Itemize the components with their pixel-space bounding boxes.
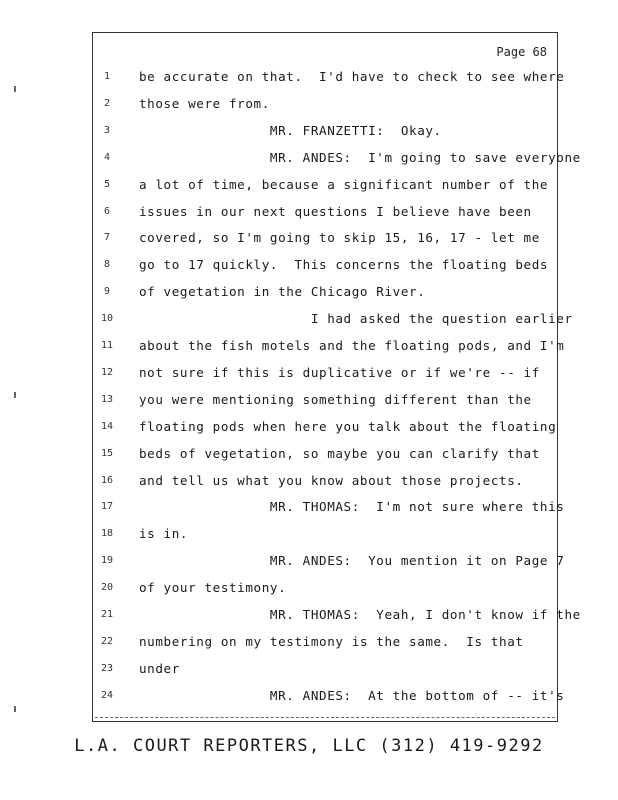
- transcript-line-text: numbering on my testimony is the same. Is that: [139, 633, 524, 649]
- transcript-line-text: and tell us what you know about those projects.: [139, 472, 524, 488]
- line-number: 10: [100, 313, 114, 325]
- reporter-footer: L.A. COURT REPORTERS, LLC (312) 419-9292: [74, 736, 544, 756]
- line-number: 8: [103, 259, 111, 271]
- line-number: 16: [100, 474, 114, 486]
- line-number: 4: [103, 151, 111, 163]
- line-number: 3: [103, 124, 111, 136]
- line-number: 24: [100, 689, 114, 701]
- transcript-page: [92, 32, 581, 722]
- line-number: 14: [100, 420, 114, 432]
- transcript-line-text: is in.: [139, 526, 189, 542]
- line-number: 22: [100, 635, 114, 647]
- transcript-line-text: floating pods when here you talk about the floating: [139, 418, 557, 434]
- transcript-line-text: I had asked the question earlier: [139, 311, 573, 327]
- transcript-line-text: those were from.: [139, 95, 270, 111]
- transcript-line-text: MR. ANDES: I'm going to save everyone: [139, 149, 581, 165]
- transcript-line-text: covered, so I'm going to skip 15, 16, 17 - let me: [139, 230, 540, 246]
- transcript-line-text: of vegetation in the Chicago River.: [139, 284, 426, 300]
- margin-mark: [14, 706, 16, 712]
- transcript-line-text: you were mentioning something different than the: [139, 391, 532, 407]
- margin-mark: [14, 86, 16, 92]
- transcript-line-text: MR. ANDES: At the bottom of -- it's: [139, 687, 565, 703]
- line-number: 13: [100, 393, 114, 405]
- line-number: 2: [103, 97, 111, 109]
- transcript-line-text: a lot of time, because a significant number of the: [139, 176, 549, 192]
- line-number: 17: [100, 501, 114, 513]
- margin-mark: [14, 392, 16, 398]
- line-number: 12: [100, 366, 114, 378]
- transcript-line-text: MR. THOMAS: I'm not sure where this: [139, 499, 565, 515]
- line-number: 20: [100, 582, 114, 594]
- transcript-line-text: go to 17 quickly. This concerns the floating beds: [139, 257, 549, 273]
- line-number: 9: [103, 286, 111, 298]
- line-number: 19: [100, 555, 114, 567]
- transcript-line-text: not sure if this is duplicative or if we're -- if: [139, 364, 540, 380]
- line-number: 23: [100, 662, 114, 674]
- transcript-line-text: about the fish motels and the floating pods, and I'm: [139, 338, 565, 353]
- transcript-line-text: MR. FRANZETTI: Okay.: [139, 122, 442, 138]
- line-number: 21: [100, 609, 114, 620]
- transcript-line-text: of your testimony.: [139, 580, 287, 596]
- line-number: 5: [103, 178, 111, 190]
- transcript-line-text: MR. ANDES: You mention it on Page 7: [139, 553, 565, 569]
- transcript-line-text: MR. THOMAS: Yeah, I don't know if the: [139, 607, 581, 622]
- transcript-line-text: be accurate on that. I'd have to check to see where: [139, 69, 565, 84]
- line-number: 6: [103, 205, 111, 217]
- line-number: 18: [100, 528, 114, 540]
- page-bottom-rule: [95, 717, 555, 718]
- line-number: 1: [103, 71, 111, 82]
- transcript-line-text: beds of vegetation, so maybe you can clarify that: [139, 445, 540, 461]
- transcript-line-text: issues in our next questions I believe have been: [139, 203, 532, 219]
- line-number: 7: [103, 232, 111, 244]
- line-number: 15: [100, 447, 114, 459]
- transcript-line-text: under: [139, 660, 180, 676]
- line-number: 11: [100, 340, 114, 351]
- page-number: Page 68: [496, 45, 547, 59]
